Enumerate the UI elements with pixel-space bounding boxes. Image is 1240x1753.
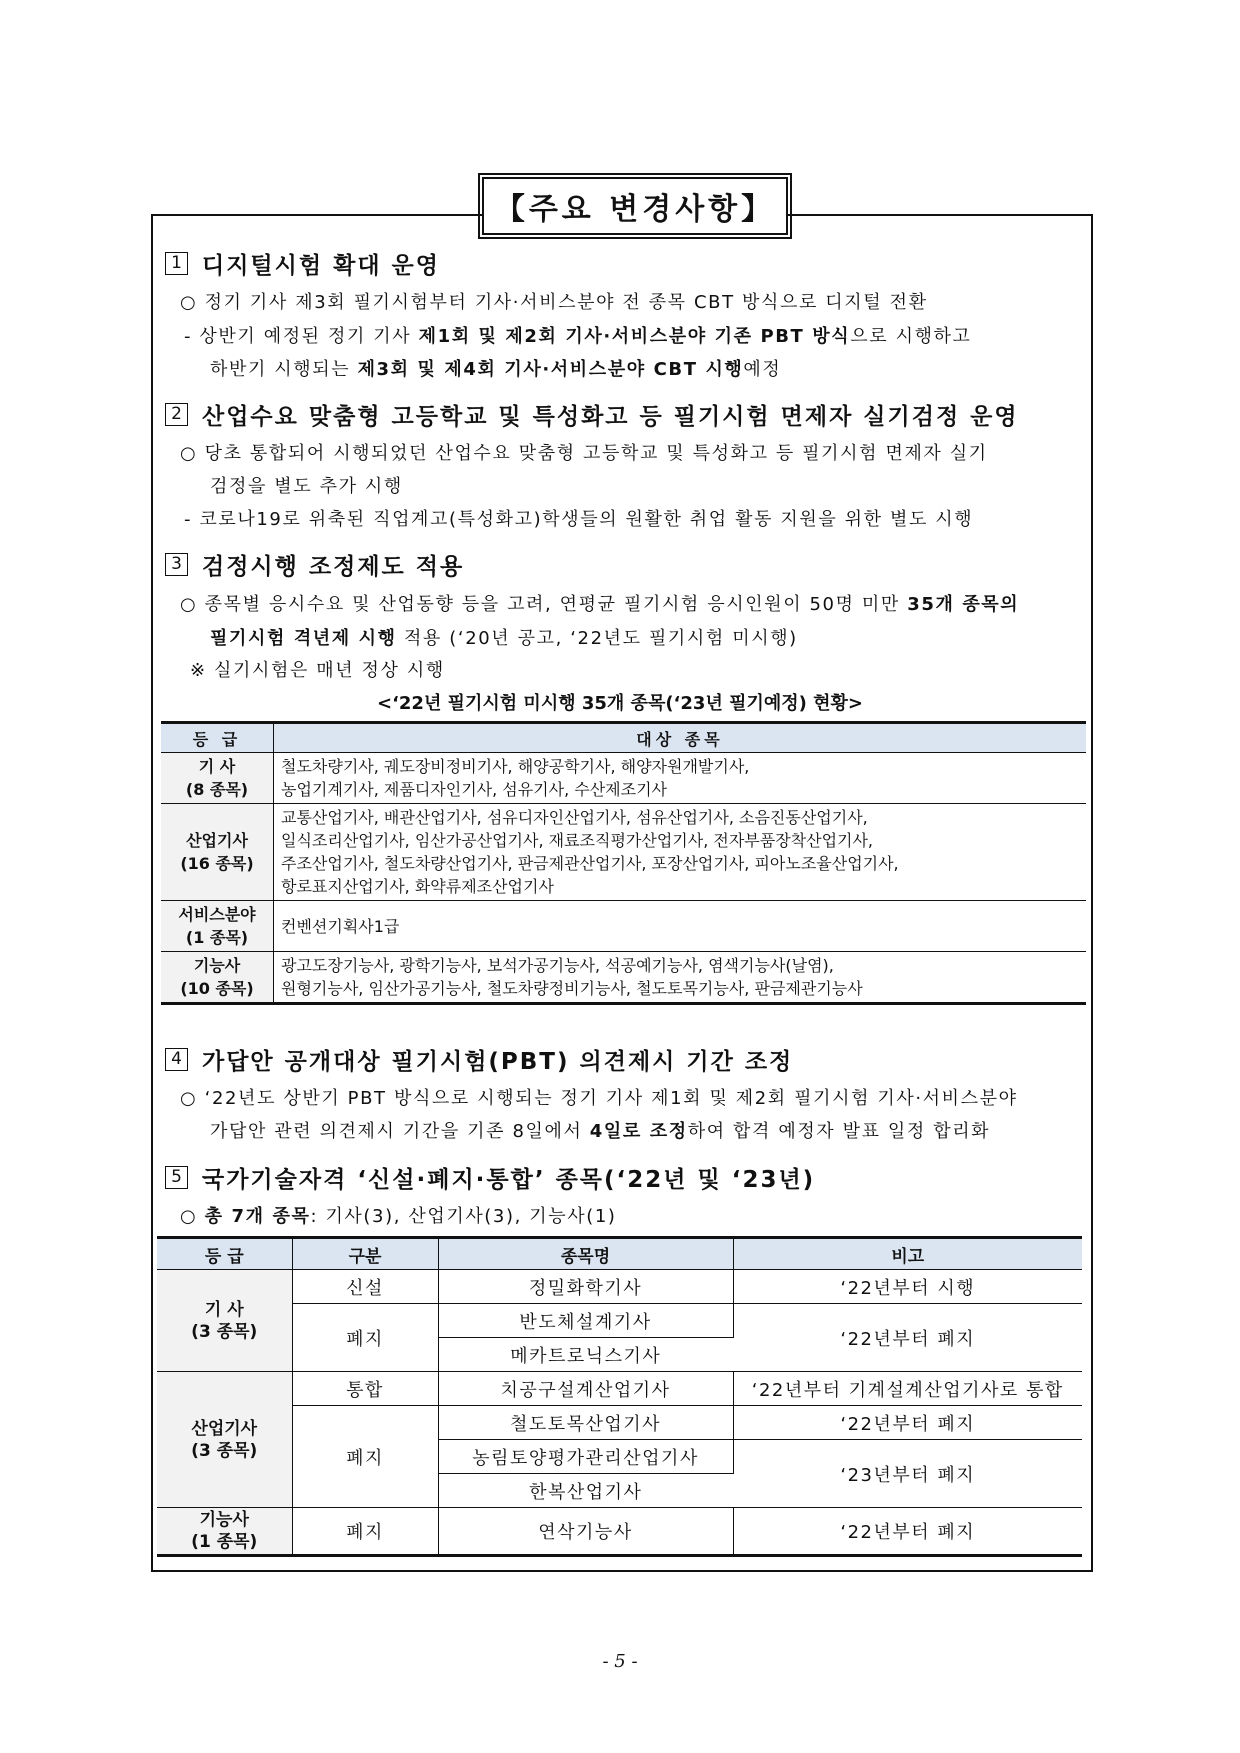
name-cell: 연삭기능사 <box>438 1508 733 1556</box>
name-cell: 정밀화학기사 <box>438 1270 733 1304</box>
items-cell: 광고도장기능사, 광학기능사, 보석가공기능사, 석공예기능사, 염색기능사(날염), 원형기능사, 임산가공기능사, 철도차량정비기능사, 철도토목기능사, 판금제관기능사 <box>274 952 1087 1004</box>
page-number: - 5 - <box>602 1651 638 1672</box>
bullet-line: ○ ‘22년도 상반기 PBT 방식으로 시행되는 정기 기사 제1회 및 제2회 필기시험 기사·서비스분야 <box>180 1088 1018 1109</box>
table-caption: <‘22년 필기시험 미시행 35개 종목(‘23년 필기예정) 현황> <box>376 693 864 714</box>
dash-line-continued: 하반기 시행되는 제3회 및 제4회 기사·서비스분야 CBT 시행예정 <box>210 359 782 380</box>
section-2-heading <box>165 398 1019 431</box>
table-row <box>157 1372 1082 1406</box>
bullet-line: ○ 종목별 응시수요 및 산업동향 등을 고려, 연평균 필기시험 응시인원이 50명 미만 35개 종목의 <box>180 594 1020 615</box>
section-number: 3 <box>165 553 188 576</box>
qualification-changes-table <box>157 1236 1082 1557</box>
table-header-row <box>157 1238 1082 1270</box>
bullet-line: ○ 당초 통합되어 시행되었던 산업수요 맞춤형 고등학교 및 특성화고 등 필기시험 면제자 실기 <box>180 443 988 464</box>
name-cell: 농림토양평가관리산업기사 <box>438 1440 733 1474</box>
grade-cell: 산업기사 (3 종목) <box>157 1372 292 1508</box>
section-title: 검정시행 조정제도 적용 <box>202 554 465 580</box>
section-3-heading <box>165 548 464 581</box>
table-row <box>157 1270 1082 1304</box>
column-header: 등 급 <box>157 1238 292 1270</box>
table-row <box>161 901 1086 952</box>
name-cell: 반도체설계기사 <box>438 1304 733 1338</box>
name-cell: 메카트로닉스기사 <box>438 1338 733 1372</box>
page-title: 【주요 변경사항】 <box>482 177 788 235</box>
column-header: 구분 <box>292 1238 438 1270</box>
grade-cell: 기능사 (1 종목) <box>157 1508 292 1556</box>
bullet-line-continued: 가답안 관련 의견제시 기간을 기존 8일에서 4일로 조정하여 합격 예정자 발표 일정 합리화 <box>210 1121 991 1142</box>
grade-cell: 서비스분야 (1 종목) <box>161 901 274 952</box>
name-cell: 철도토목산업기사 <box>438 1406 733 1440</box>
section-number: 5 <box>165 1166 188 1189</box>
type-cell: 폐지 <box>292 1304 438 1372</box>
table-row <box>161 753 1086 804</box>
section-title: 산업수요 맞춤형 고등학교 및 특성화고 등 필기시험 면제자 실기검정 운영 <box>202 404 1019 430</box>
bullet-line-continued: 필기시험 격년제 시행 적용 (‘20년 공고, ‘22년도 필기시험 미시행) <box>210 628 798 649</box>
items-cell: 철도차량기사, 궤도장비정비기사, 해양공학기사, 해양자원개발기사, 농업기계기사, 제품디자인기사, 섬유기사, 수산제조기사 <box>274 753 1087 804</box>
column-header: 비고 <box>733 1238 1082 1270</box>
column-header: 종목명 <box>438 1238 733 1270</box>
name-cell: 치공구설계산업기사 <box>438 1372 733 1406</box>
note-cell: ‘22년부터 시행 <box>733 1270 1082 1304</box>
note-cell: ‘23년부터 폐지 <box>733 1440 1082 1508</box>
unexamined-items-table <box>161 721 1086 1005</box>
grade-cell: 기 사 (3 종목) <box>157 1270 292 1372</box>
type-cell: 폐지 <box>292 1406 438 1508</box>
column-header: 등 급 <box>161 723 274 753</box>
section-title: 디지털시험 확대 운영 <box>202 253 440 279</box>
type-cell: 폐지 <box>292 1508 438 1556</box>
bullet-line: ○ 총 7개 종목: 기사(3), 산업기사(3), 기능사(1) <box>180 1206 617 1227</box>
items-cell: 교통산업기사, 배관산업기사, 섬유디자인산업기사, 섬유산업기사, 소음진동산업기사, 일식조리산업기사, 임산가공산업기사, 재료조직평가산업기사, 전자부품장착산업기사, 주조산업기사, 철도차량산업기사, 판금제관산업기사, 포장산업기사, 피아노조율산업기사, 항로표지산업기사, 화약류제조산업기사 <box>274 804 1087 901</box>
note-line: ※ 실기시험은 매년 정상 시행 <box>190 660 445 681</box>
type-cell: 신설 <box>292 1270 438 1304</box>
note-cell: ‘22년부터 기계설계산업기사로 통합 <box>733 1372 1082 1406</box>
bullet-line: ○ 정기 기사 제3회 필기시험부터 기사·서비스분야 전 종목 CBT 방식으로 디지털 전환 <box>180 292 928 313</box>
note-cell: ‘22년부터 폐지 <box>733 1406 1082 1440</box>
section-title: 가답안 공개대상 필기시험(PBT) 의견제시 기간 조정 <box>202 1049 794 1075</box>
section-5-heading <box>165 1161 815 1194</box>
note-cell: ‘22년부터 폐지 <box>733 1508 1082 1556</box>
section-number: 1 <box>165 252 188 275</box>
type-cell: 통합 <box>292 1372 438 1406</box>
section-1-heading <box>165 247 440 280</box>
section-title: 국가기술자격 ‘신설·폐지·통합’ 종목(‘22년 및 ‘23년) <box>202 1167 816 1193</box>
table-row <box>161 952 1086 1004</box>
table-row <box>157 1508 1082 1556</box>
column-header: 대상 종목 <box>274 723 1087 753</box>
name-cell: 한복산업기사 <box>438 1474 733 1508</box>
section-number: 4 <box>165 1048 188 1071</box>
items-cell: 컨벤션기획사1급 <box>274 901 1087 952</box>
note-cell: ‘22년부터 폐지 <box>733 1304 1082 1372</box>
table-header-row <box>161 723 1086 753</box>
dash-line: - 상반기 예정된 정기 기사 제1회 및 제2회 기사·서비스분야 기존 PBT 방식으로 시행하고 <box>184 326 972 347</box>
grade-cell: 기 사 (8 종목) <box>161 753 274 804</box>
grade-cell: 산업기사 (16 종목) <box>161 804 274 901</box>
section-4-heading <box>165 1043 793 1076</box>
table-row <box>157 1406 1082 1440</box>
table-row <box>157 1304 1082 1338</box>
table-row <box>161 804 1086 901</box>
dash-line: - 코로나19로 위축된 직업계고(특성화고)학생들의 원활한 취업 활동 지원을 위한 별도 시행 <box>184 509 974 530</box>
section-number: 2 <box>165 403 188 426</box>
grade-cell: 기능사 (10 종목) <box>161 952 274 1004</box>
bullet-line-continued: 검정을 별도 추가 시행 <box>210 476 403 497</box>
